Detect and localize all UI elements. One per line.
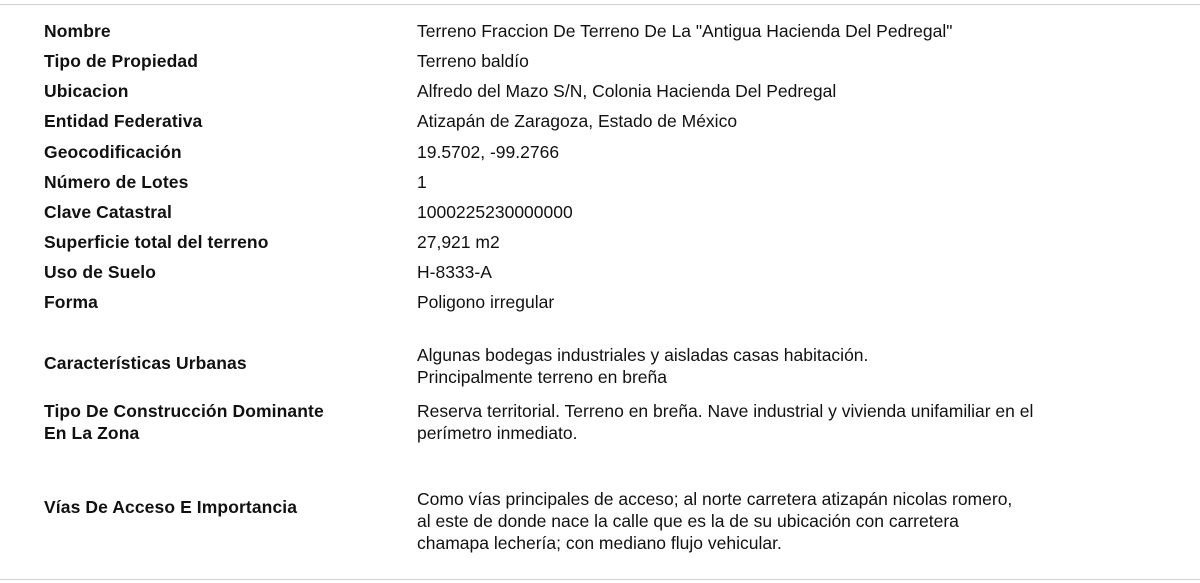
top-divider xyxy=(0,4,1200,5)
row-label-tipo-propiedad: Tipo de Propiedad xyxy=(44,51,199,71)
row-value-numero-lotes: 1 xyxy=(417,172,427,192)
row-value-forma: Poligono irregular xyxy=(417,292,555,312)
row-label-clave-catastral: Clave Catastral xyxy=(44,202,172,222)
row-label-superficie: Superficie total del terreno xyxy=(44,232,269,252)
row-label-caracteristicas-urbanas: Características Urbanas xyxy=(44,353,247,373)
row-label-uso-suelo: Uso de Suelo xyxy=(44,262,157,282)
row-label-nombre: Nombre xyxy=(44,21,111,41)
row-label-ubicacion: Ubicacion xyxy=(44,81,129,101)
row-label-forma: Forma xyxy=(44,292,98,312)
row-label-vias-acceso: Vías De Acceso E Importancia xyxy=(44,497,298,517)
row-value-geocodificacion: 19.5702, -99.2766 xyxy=(417,142,560,162)
row-value-nombre: Terreno Fraccion De Terreno De La "Antigua Hacienda Del Pedregal" xyxy=(417,21,953,41)
row-label-geocodificacion: Geocodificación xyxy=(44,142,182,162)
row-value-uso-suelo: H-8333-A xyxy=(417,262,492,282)
row-value-tipo-construccion: Reserva territorial. Terreno en breña. Nave industrial y vivienda unifamiliar en el perímetro inmediato. xyxy=(417,401,1034,443)
row-label-entidad-federativa: Entidad Federativa xyxy=(44,111,203,131)
row-label-tipo-construccion: Tipo De Construcción Dominante En La Zona xyxy=(44,401,324,443)
bottom-divider xyxy=(0,579,1200,580)
row-value-tipo-propiedad: Terreno baldío xyxy=(417,51,529,71)
row-value-entidad-federativa: Atizapán de Zaragoza, Estado de México xyxy=(417,111,738,131)
row-value-ubicacion: Alfredo del Mazo S/N, Colonia Hacienda Del Pedregal xyxy=(417,81,837,101)
row-value-superficie: 27,921 m2 xyxy=(417,232,500,252)
row-label-numero-lotes: Número de Lotes xyxy=(44,172,189,192)
row-value-vias-acceso: Como vías principales de acceso; al norte carretera atizapán nicolas romero, al este de donde nace la calle que es la de su ubicación con carretera chamapa lechería; con mediano flujo vehicular. xyxy=(417,489,1013,553)
row-value-clave-catastral: 1000225230000000 xyxy=(417,202,573,222)
row-value-caracteristicas-urbanas: Algunas bodegas industriales y aisladas casas habitación. Principalmente terreno en breña xyxy=(417,345,869,387)
